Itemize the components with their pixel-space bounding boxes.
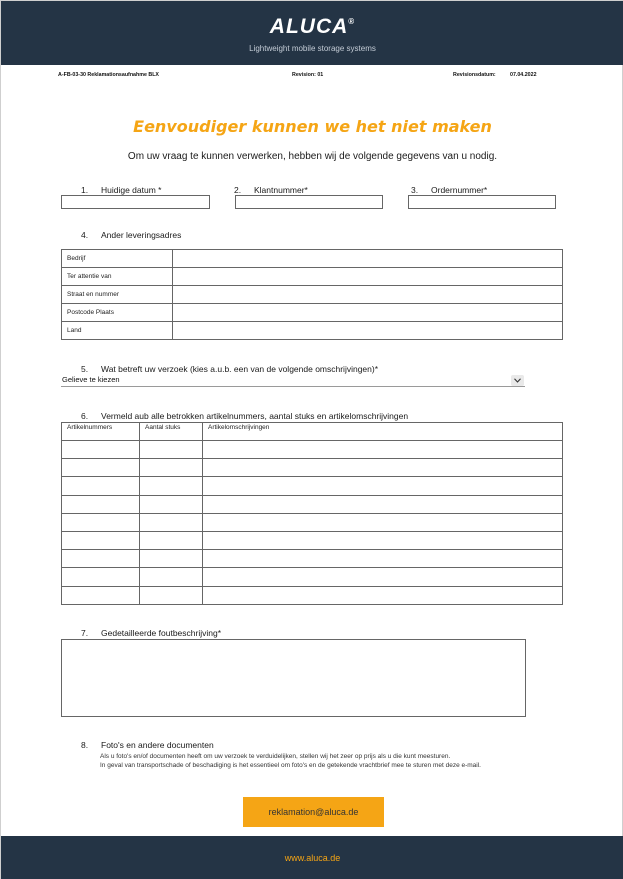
- table-cell[interactable]: [140, 459, 203, 477]
- tagline: Lightweight mobile storage systems: [249, 44, 376, 53]
- address-section-label: 4. Ander leveringsadres: [81, 230, 182, 240]
- table-cell[interactable]: [140, 586, 203, 604]
- address-row-label: Bedrijf: [62, 250, 173, 268]
- chevron-down-icon[interactable]: [511, 375, 524, 386]
- table-cell[interactable]: [140, 441, 203, 459]
- column-header: Artikelnummers: [62, 423, 140, 441]
- items-section-label: 6. Vermeld aub alle betrokken artikelnummers, aantal stuks en artikelomschrijvingen: [81, 411, 409, 421]
- revision: Revision: 01: [292, 72, 324, 78]
- revision-date-label: Revisionsdatum:: [453, 72, 496, 78]
- table-cell[interactable]: [203, 459, 563, 477]
- order-number-field[interactable]: [408, 195, 556, 209]
- table-cell[interactable]: [62, 531, 140, 549]
- table-row: [62, 550, 563, 568]
- aluca-logo: ALUCA®: [269, 15, 356, 38]
- customer-number-field[interactable]: [235, 195, 383, 209]
- address-row-label: Straat en nummer: [62, 286, 173, 304]
- column-header: Aantal stuks: [140, 423, 203, 441]
- photos-label: 8. Foto's en andere documenten: [81, 740, 214, 750]
- table-cell[interactable]: [203, 531, 563, 549]
- address-row: [62, 250, 563, 268]
- table-cell[interactable]: [62, 568, 140, 586]
- table-row: [62, 477, 563, 495]
- doc-id: A-FB-03-30 Reklamationsaufnahme BLX: [58, 72, 159, 78]
- customer-number-label: 2. Klantnummer*: [234, 185, 308, 195]
- photos-text-2: In geval van transportschade of beschadiging is het essentieel om foto's en de getekende vrachtbrief mee te sturen met deze e-mail.: [100, 762, 481, 769]
- table-cell[interactable]: [140, 495, 203, 513]
- address-row: [62, 322, 563, 340]
- table-cell[interactable]: [62, 477, 140, 495]
- table-cell[interactable]: [203, 477, 563, 495]
- table-cell[interactable]: [203, 568, 563, 586]
- address-row-input[interactable]: [173, 268, 563, 286]
- table-cell[interactable]: [203, 550, 563, 568]
- address-row: [62, 304, 563, 322]
- table-cell[interactable]: [140, 568, 203, 586]
- table-row: [62, 586, 563, 604]
- table-cell[interactable]: [62, 459, 140, 477]
- table-row: [62, 495, 563, 513]
- date-field[interactable]: [61, 195, 210, 209]
- table-row: [62, 531, 563, 549]
- photos-text-1: Als u foto's en/of documenten heeft om uw verzoek te verduidelijken, stellen wij het zeer op prijs als u die kunt meesturen.: [100, 753, 451, 760]
- footer-bar: [1, 836, 623, 879]
- table-cell[interactable]: [203, 586, 563, 604]
- request-label: 5. Wat betreft uw verzoek (kies a.u.b. een van de volgende omschrijvingen)*: [81, 364, 379, 374]
- intro-text: Om uw vraag te kunnen verwerken, hebben wij de volgende gegevens van u nodig.: [127, 151, 498, 162]
- address-table: [61, 249, 563, 340]
- address-row-input[interactable]: [173, 250, 563, 268]
- address-row-label: Ter attentie van: [62, 268, 173, 286]
- address-row-input[interactable]: [173, 286, 563, 304]
- address-row-input[interactable]: [173, 304, 563, 322]
- address-row-label: Postcode Plaats: [62, 304, 173, 322]
- order-number-label: 3. Ordernummer*: [411, 185, 488, 195]
- table-cell[interactable]: [140, 477, 203, 495]
- table-row: [62, 513, 563, 531]
- items-table: [61, 422, 563, 605]
- table-cell[interactable]: [140, 531, 203, 549]
- address-row: [62, 268, 563, 286]
- table-row: [62, 568, 563, 586]
- table-cell[interactable]: [140, 550, 203, 568]
- table-cell[interactable]: [203, 495, 563, 513]
- table-cell[interactable]: [62, 550, 140, 568]
- revision-date: 07.04.2022: [510, 72, 537, 78]
- date-label: 1. Huidige datum *: [81, 185, 162, 195]
- table-cell[interactable]: [62, 513, 140, 531]
- website-link[interactable]: www.aluca.de: [284, 853, 341, 863]
- address-row: [62, 286, 563, 304]
- table-row: [62, 441, 563, 459]
- table-cell[interactable]: [62, 495, 140, 513]
- request-select[interactable]: [61, 374, 525, 387]
- table-cell[interactable]: [203, 441, 563, 459]
- description-textarea[interactable]: [61, 639, 526, 717]
- table-cell[interactable]: [140, 513, 203, 531]
- email-button[interactable]: reklamation@aluca.de: [243, 797, 384, 827]
- address-row-input[interactable]: [173, 322, 563, 340]
- table-row: [62, 459, 563, 477]
- header-bar: [1, 1, 623, 65]
- table-cell[interactable]: [62, 441, 140, 459]
- request-selected-value: Gelieve te kiezen: [62, 375, 120, 384]
- column-header: Artikelomschrijvingen: [203, 423, 563, 441]
- page-title: Eenvoudiger kunnen we het niet maken: [133, 117, 492, 136]
- description-label: 7. Gedetailleerde foutbeschrijving*: [81, 628, 222, 638]
- table-cell[interactable]: [62, 586, 140, 604]
- table-cell[interactable]: [203, 513, 563, 531]
- address-row-label: Land: [62, 322, 173, 340]
